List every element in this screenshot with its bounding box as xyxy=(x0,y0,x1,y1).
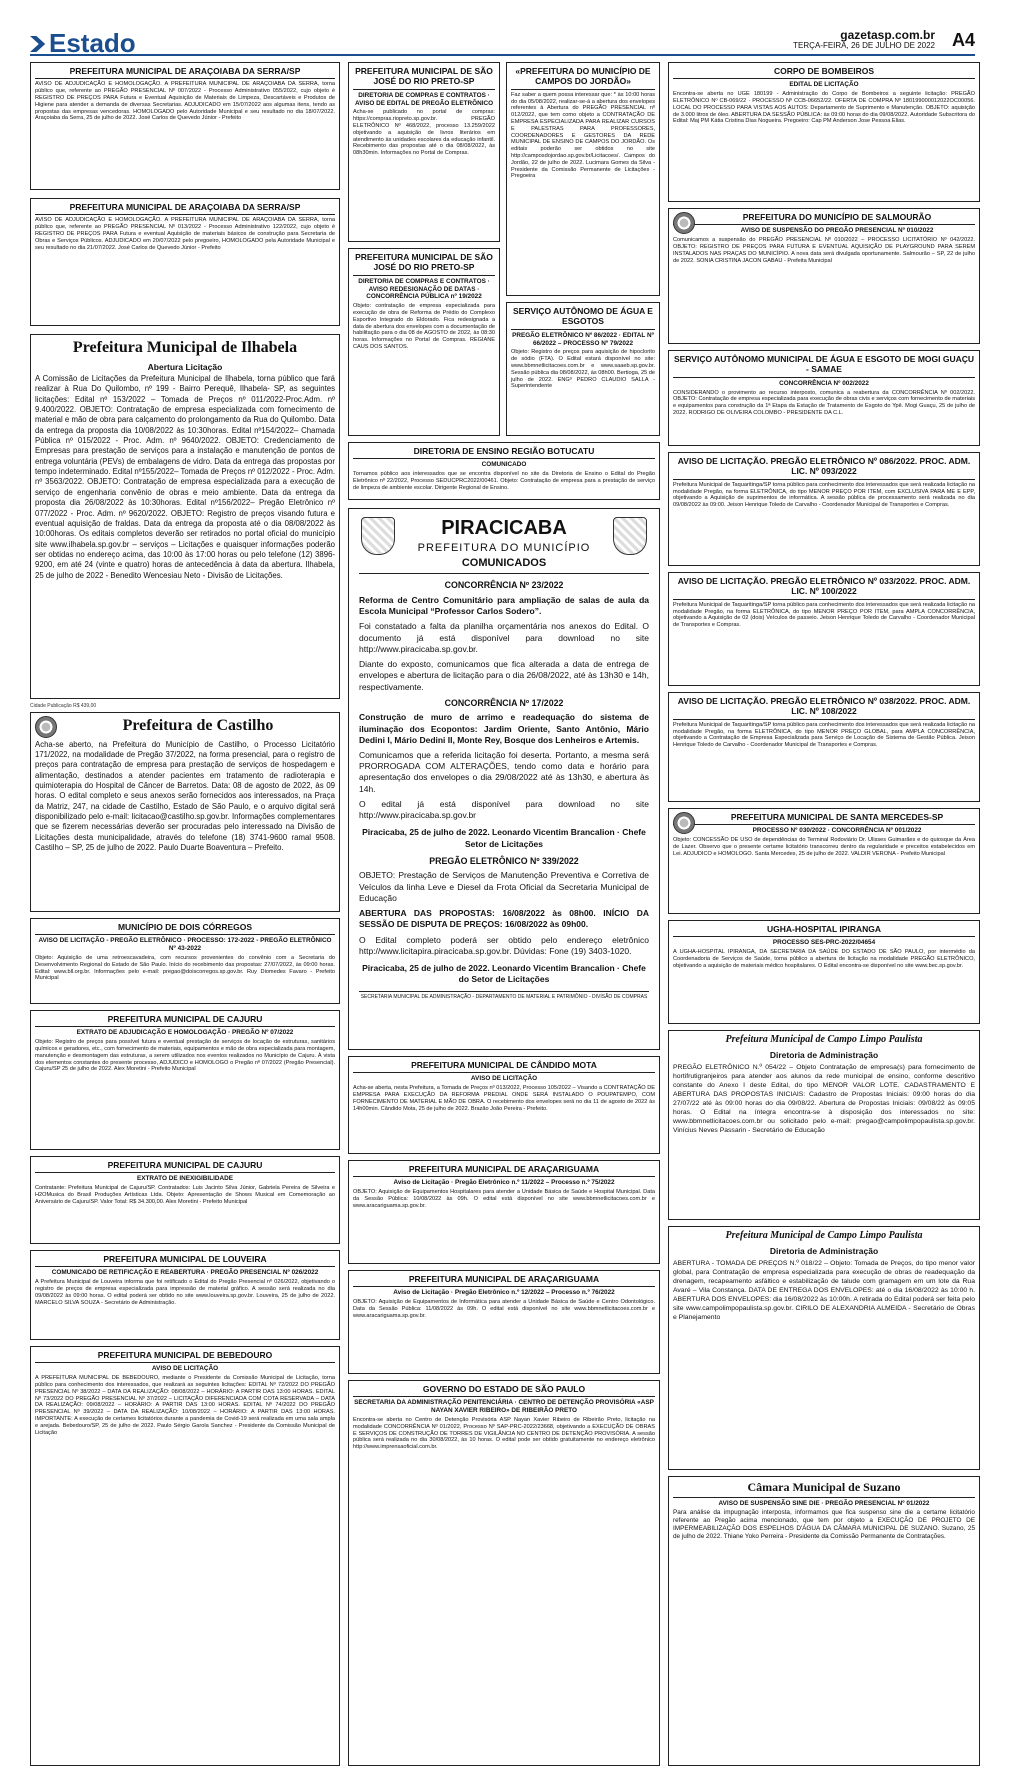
notice-body: Encontra-se aberta no Centro de Detenção Provisória ASP Nayan Xavier Ribeiro de Ribeirão Preto, licitação na modalidade CONCORRÊNCIA Nº 01/2022, Processo Nº SAP-PRC-2022/23668, objetivando a EXECUÇÃO DE OBRAS E SERVIÇOS DE CONSTRUÇÃO DE TORRES DE VIGILÂNCIA NO CENTRO DE DETENÇÃO PROVISÓRIA. A sessão pública será realizada no dia 30/08/2022, às 10 horas. O edital pode ser obtido gratuitamente no endereço eletrônico http://www.imprensaoficial.com.br. xyxy=(353,1416,655,1451)
chevron-icon xyxy=(30,36,46,52)
notice-title: PREFEITURA MUNICIPAL DE SÃO JOSÉ DO RIO PRETO-SP xyxy=(353,252,495,276)
notice-cajuru-1 xyxy=(30,1010,340,1150)
notice-title: Prefeitura Municipal de Campo Limpo Paulista xyxy=(725,1034,923,1045)
notice-salmourao xyxy=(668,208,980,344)
notice-candido-mota xyxy=(348,1056,660,1154)
notice-subtitle: Diretoria de Administração xyxy=(769,1050,879,1061)
notice-title: Prefeitura Municipal de Ilhabela xyxy=(72,339,298,356)
notice-body: Prefeitura Municipal de Taquaritinga/SP torna público para conhecimento dos interessados que será realizada licitação na modalidade Pregão, na forma ELETRÔNICA, do tipo MENOR PREÇO POR ITEM, com EXCLUSIVA PARA ME E EPP, objetivando a Aquisição de suprimentos de informática. A sessão pública de processamento será realizada no dia 09/08/2022 às 09:00. Jeison Henrique Toledo de Carvalho - Coordenador Municipal de Transportes e Compras. xyxy=(673,481,975,509)
notice-title: PREFEITURA MUNICIPAL DE BEBEDOURO xyxy=(35,1350,335,1363)
notice-body: Prefeitura Municipal de Taquaritinga/SP torna público para conhecimento dos interessados que será realizada licitação na modalidade Pregão, na forma ELETRÔNICA, do tipo MENOR PREÇO GLOBAL, para AMPLA CONCORRÊNCIA, objetivando a Contratação de Empresa Especializada para Serviço de Locação de Sistema de Gestão Pública. Jeison Henrique Toledo de Carvalho - Coordenador Municipal de Transportes e Compras. xyxy=(673,721,975,749)
notice-title: PREFEITURA MUNICIPAL DE ARAÇOIABA DA SERRA/SP xyxy=(35,202,335,215)
notice-ugha-ipiranga xyxy=(668,920,980,1024)
notice-body: Comunicamos a suspensão do PREGÃO PRESENCIAL Nº 010/2022 – PROCESSO LICITATÓRIO Nº 042/2022. OBJETO: REGISTRO DE PREÇOS PARA FUTURA E EVENTUAL AQUISIÇÃO DE PLAYGROUND PARA SEREM INSTALADOS NAS PRAÇAS DO MUNICÍPIO. A nova data será divulgada oportunamente. Salmourão – SP, 22 de julho de 2022. SONIA CRISTINA JACON GABAU - Prefeita Municipal xyxy=(673,237,975,264)
notice-aracariguama-1 xyxy=(348,1160,660,1264)
notice-title: UGHA-HOSPITAL IPIRANGA xyxy=(673,924,975,937)
notice-castilho xyxy=(30,712,340,912)
notice-body: Acha-se aberto, na Prefeitura do Município de Castilho, o Processo Licitatório 171/2022, na modalidade de Pregão 37/2022, na forma presencial, para o registro de preços para contratação de empresa para prestação de serviços de hospedagem e alimentação, destinados a atender pacientes em tratamento de radioterapia e quimioterapia do Hospital de Câncer de Barretos. Data: 08 de agosto de 2022, às 09 horas. O edital completo e seus anexos serão fornecidos aos interessados, na Praça da Matriz, 247, na cidade de Castilho, Estado de São Paulo, e o arquivo digital será disponibilizado pelo e-mail: licitacao@castilho.sp.gov.br. Informações complementares que se fizerem necessárias deverão ser procuradas pelo interessado na Divisão de Licitações desta municipalidade, através do telefone (18) 3741-9600 ramal 9508. Castilho – SP, 25 de julho de 2022. Paulo Duarte Boaventura – Prefeito. xyxy=(35,739,335,853)
notice-subtitle: AVISO DE LICITAÇÃO xyxy=(151,1365,219,1373)
notice-title: PREFEITURA MUNICIPAL DE CÂNDIDO MOTA xyxy=(353,1060,655,1073)
seal-icon xyxy=(673,212,695,234)
notice-subtitle: COMUNICADO DE RETIFICAÇÃO E REABERTURA · PREGÃO PRESENCIAL Nº 026/2022 xyxy=(51,1269,319,1277)
piracicaba-comunicados: COMUNICADOS xyxy=(359,556,649,575)
notice-body: A Comissão de Licitações da Prefeitura Municipal de Ilhabela, torna público que fará realizar à Rua Do Quilombo, nº 199 - Bairro Perequê, Ilhabela- SP, as seguintes licitações: Edital nº 153/2022 – Tomada de Preços nº 011/2022-Proc.Adm. nº 9.400/2022. OBJETO: Contratação de empresa especializada com fornecimento de material e mão de obra para calçamento do prolongamento da Rua do Quilombo. Data da entrega da proposta dia 10/08/2022 às 10:30horas. Edital nº154/2022– Chamada Pública nº 015/2022 - Proc. Adm. nº 9640/2022. OBJETO: Credenciamento de Empresas para prestação de serviços para a instalação e manutenção de pontos de entrega voluntária (PEVs) de embalagens de vidro. Data da entrega das propostas por tempo indeterminado. Edital nº155/2022– Tomada de Preços nº 012/2022 - Proc. Adm. nº 3563/2022. OBJETO: Contratação de empresa especializada para a execução de serviço de engenharia convênio de obras e meio ambiente. Data da entrega da proposta dia 26/08/2022 às 10:30horas. Edital nº156/2022– Pregão Eletrônico nº 077/2022 - Proc. Adm. nº 9620/2022. OBJETO: Registro de preços visando futura e eventual aquisição de fraldas. Data da entrega da proposta até o dia 08/08/2022 às 10:00horas. Os editais completos deverão ser retirados no portal oficial do município site www.ilhabela.sp.gov.br – serviços – Licitações e quaisquer informações poderão ser obtidas no endereço acima, das 10:00 às 17:00 horas ou pelo telefone (12) 3896-9200, em até 24 (vinte e quatro) horas de antecedência à data da abertura. Ilhabela, 25 de julho de 2022 - Benedito Wencesiau Neto - Divisão de Licitações. xyxy=(35,373,335,580)
notice-aracoiaba-2 xyxy=(30,198,340,326)
notice-title: Câmara Municipal de Suzano xyxy=(673,1480,975,1498)
notice-campo-limpo-2 xyxy=(668,1226,980,1470)
seal-icon xyxy=(35,716,57,738)
notice-body: Encontra-se aberta no UGE 180199 - Administração do Corpo de Bombeiros a seguinte licitação: PREGÃO ELETRÔNICO Nº CB-069/22 · PROCESSO Nº CCB-06652/22. OFERTA DE COMPRA Nº 180199000012022OC00056. LOCAL DO PROCESSO PARA VISTAS AOS AUTOS: Departamento de Suprimento e Manutenção. OBJETO: aquisição de 3.000 litros de óleo. ABERTURA DA SESSÃO PÚBLICA: às 09:00 horas do dia 09/08/2022. Autoridade Subscritora do Edital: Maj PM Kátia Cristina Dias Nogueira. Pregoeiro: Cap PM Anderson Jose Pessoa Elias. xyxy=(673,91,975,125)
notice-body: ABERTURA - TOMADA DE PREÇOS N.º 018/22 – Objeto: Tomada de Preços, do tipo menor valor global, para Contratação de empresa especializada para execução de obras de readequação da drenagem, recapeamento asfáltico e estabilização de talude com gramagem em um lote da Rua Avaré – Vila Constança. DATA DE ENTREGA DOS ENVELOPES: até o dia 16/08/2022 às 10:00 h. ABERTURA DOS ENVELOPES: dia 16/08/2022 às 10:00h. A retirada do Edital poderá ser feita pelo site www.campolimpopaulista.sp.gov.br. CIRILO DE ALEXANDRIA ALMEIDA - Secretário de Obras e Planejamento xyxy=(673,1259,975,1321)
notice-governo-sp xyxy=(348,1380,660,1766)
notice-subtitle: Aviso de Licitação · Pregão Eletrônico n.º 12/2022 – Processo n.º 76/2022 xyxy=(393,1289,615,1297)
piracicaba-footer: SECRETARIA MUNICIPAL DE ADMINISTRAÇÃO - DEPARTAMENTO DE MATERIAL E PATRIMÔNIO - DIVISÃO DE COMPRAS xyxy=(359,991,649,1001)
notice-title: AVISO DE LICITAÇÃO. PREGÃO ELETRÔNICO Nº 033/2022. PROC. ADM. LIC. Nº 100/2022 xyxy=(673,576,975,600)
notice-title: SERVIÇO AUTÔNOMO DE ÁGUA E ESGOTOS xyxy=(511,306,655,330)
concorrencia-17-heading: CONCORRÊNCIA Nº 17/2022 xyxy=(444,697,564,708)
notice-subtitle: EDITAL DE LICITAÇÃO xyxy=(789,81,859,89)
notice-title: GOVERNO DO ESTADO DE SÃO PAULO xyxy=(353,1384,655,1397)
notice-bebedouro xyxy=(30,1346,340,1766)
piracicaba-crest-icon xyxy=(361,517,395,555)
notice-title: AVISO DE LICITAÇÃO. PREGÃO ELETRÔNICO Nº 086/2022. PROC. ADM. LIC. Nº 093/2022 xyxy=(673,456,975,480)
classification-note: Cidade Publicação R$ 439,00 xyxy=(30,703,97,709)
notice-subtitle: AVISO DE LICITAÇÃO xyxy=(470,1075,538,1083)
pregao-339-dates: ABERTURA DAS PROPOSTAS: 16/08/2022 às 08h00. INÍCIO DA SESSÃO DE DISPUTA DE PREÇOS: 16/08/2022 às 09h00. xyxy=(359,908,649,930)
notice-subtitle: AVISO DE LICITAÇÃO - PREGÃO ELETRÔNICO · PROCESSO: 172-2022 - PREGÃO ELETRÔNICO Nº 43-2022 xyxy=(38,937,332,953)
concorrencia-17-text: O edital já está disponível para download no site http://www.piracicaba.sp.gov.br xyxy=(359,798,649,821)
notice-subtitle: AVISO DE SUSPENSÃO DO PREGÃO PRESENCIAL Nº 010/2022 xyxy=(740,227,934,235)
brand-logo: Estado xyxy=(30,28,136,59)
notice-title: PREFEITURA MUNICIPAL DE ARAÇARIGUAMA xyxy=(353,1274,655,1287)
notice-title: PREFEITURA MUNICIPAL DE CAJURU xyxy=(35,1160,335,1173)
site-url: gazetasp.com.br xyxy=(840,28,935,42)
notice-title: Prefeitura Municipal de Campo Limpo Paulista xyxy=(725,1230,923,1241)
pregao-339-object: OBJETO: Prestação de Serviços de Manutenção Preventiva e Corretiva de Veículos da linha Leve e Diesel da Frota Oficial da Secretaria Municipal de Educação xyxy=(359,870,649,903)
notice-body: Para análise da impugnação interposta, informamos que fica suspenso sine die a certame licitatório referente ao Pregão acima mencionado, que tem por objeto a EXECUÇÃO DE PROJETO DE IMPERMEABILIZAÇÃO DOS ESPELHOS D'ÁGUA DA CÂMARA MUNICIPAL DE SUZANO. Suzano, 25 de julho de 2022. Thiane Yoko Perreira - Presidente da Comissão Permanente de Contratações. xyxy=(673,1509,975,1540)
notice-body: Objeto: Registro de preços para possível futura e eventual prestação de serviços de locação de estruturas, sanitários químicos e geradores, etc., com fornecimento de materiais, equipamentos e mão de obra especializada para montagem, manutenção e desmontagem das estruturas, a serem utilizados nos eventos realizados no Município de Cajuru. À vista dos elementos constantes do presente processo, ADJUDICO e HOMOLOGO o Pregão nº 07/2022 (Pregão Presencial). Cajuru/SP 25 de julho de 2022. Alex Moretini - Prefeito Municipal xyxy=(35,1039,335,1073)
notice-dois-corregos xyxy=(30,918,340,1004)
notice-taquaritinga-1 xyxy=(668,452,980,566)
piracicaba-flag-icon xyxy=(613,517,647,555)
notice-body: AVISO DE ADJUDICAÇÃO E HOMOLOGAÇÃO. A PREFEITURA MUNICIPAL DE ARAÇOIABA DA SERRA, torna público que, referente ao PREGÃO PRESENCIAL Nº 013/2022 - Processo Administrativo 122/2022, cujo objeto é REGISTRO DE PREÇOS PARA Futura e eventual Aquisição de materiais básicos de construção para Secretaria de Obras e Serviços Públicos. ADJUDICADO em 20/07/2022 pelo pregoeiro, HOMOLOGADO pela Autoridade Municipal e seu resultado no dia 21/07/2022. José Carlos de Quevedo Júnior - Prefeito xyxy=(35,217,335,251)
signature: Piracicaba, 25 de julho de 2022. Leonardo Vicentim Brancalion · Chefe do Setor de Licitações xyxy=(362,962,646,985)
notice-piracicaba xyxy=(348,508,660,1050)
notice-subtitle: Abertura Licitação xyxy=(147,361,223,372)
pregao-339-text: O Edital completo poderá ser obtido pelo endereço eletrônico http://www.licitapira.piracicaba.sp.gov.br. Dúvidas: Fone (19) 3403-1020. xyxy=(359,934,649,956)
notice-subtitle: PROCESSO Nº 030/2022 · CONCORRÊNCIA Nº 001/2022 xyxy=(752,827,922,835)
notice-title: SERVIÇO AUTÔNOMO MUNICIPAL DE ÁGUA E ESGOTO DE MOGI GUAÇU - SAMAE xyxy=(673,354,975,378)
concorrencia-23-text: Diante do exposto, comunicamos que fica alterada a data de entrega de envelopes e abertura de licitação para o dia 26/08/2022, até às 13h30 e 14h, respectivamente. xyxy=(359,659,649,692)
seal-icon xyxy=(673,812,695,834)
notice-title: PREFEITURA MUNICIPAL DE CAJURU xyxy=(35,1014,335,1027)
notice-aracariguama-2 xyxy=(348,1270,660,1374)
notice-body: AVISO DE ADJUDICAÇÃO E HOMOLOGAÇÃO. A PREFEITURA MUNICIPAL DE ARAÇOIABA DA SERRA, torna público que, referente ao PREGÃO PRESENCIAL Nº 007/2022 - Processo Administrativo 055/2022, cujo objeto é REGISTRO DE PREÇOS PARA Futura e Eventual Aquisição de Materiais de Limpeza, Descartáveis e Produtos de Higiene para atender a demanda de diversas Secretarias. ADJUDICADO em 15/07/2022 aos algumas itens, tendo as propostas das empresas vencedoras. HOMOLOGADO pelo Autoridade Municipal e seu resultado no dia 18/07/2022. Araçoiaba da Serra, 25 de julho de 2022. José Carlos de Quevedo Júnior - Prefeito xyxy=(35,81,335,122)
concorrencia-23-text: Foi constatado a falta da planilha orçamentária nos anexos do Edital. O documento já está disponível para download no site http://www.piracicaba.sp.gov.br. xyxy=(359,621,649,654)
issue-date: TERÇA-FEIRA, 26 DE JULHO DE 2022 xyxy=(793,41,935,50)
notice-subtitle: PREGÃO ELETRÔNICO Nº 86/2022 · EDITAL Nº 66/2022 – PROCESSO Nº 79/2022 xyxy=(512,331,654,347)
concorrencia-23-heading: CONCORRÊNCIA Nº 23/2022 xyxy=(444,580,564,591)
notice-cajuru-2 xyxy=(30,1156,340,1244)
notice-subtitle: PROCESSO SES-PRC-2022/04654 xyxy=(772,939,876,947)
notice-santa-mercedes xyxy=(668,808,980,914)
notice-title: CORPO DE BOMBEIROS xyxy=(673,66,975,79)
piracicaba-subtitle: PREFEITURA DO MUNICÍPIO xyxy=(417,542,591,555)
notice-body: Acha-se aberta, nesta Prefeitura, a Tomada de Preços nº 013/2022, Processo 105/2022 – Visando a CONTRATAÇÃO DE EMPRESA PARA EXECUÇÃO DA REFORMA PREDIAL ONDE SERÁ INSTALADO O POUPATEMPO, COM FORNECIMENTO DE MATERIAL E MÃO DE OBRA. O recebimento dos envelopes será no dia 11 de agosto de 2022 às 14h00min. Cândido Mota, 25 de julho de 2022. Brazão João Pereira - Prefeito. xyxy=(353,1085,655,1112)
notice-title: PREFEITURA MUNICIPAL DE LOUVEIRA xyxy=(35,1254,335,1267)
notice-title: «PREFEITURA DO MUNICÍPIO DE CAMPOS DO JORDÃO» xyxy=(511,66,655,90)
notice-corpo-bombeiros xyxy=(668,62,980,202)
notice-subtitle: AVISO DE SUSPENSÃO SINE DIE · PREGÃO PRESENCIAL Nº 01/2022 xyxy=(718,1499,930,1507)
notice-subtitle: EXTRATO DE INEXIGIBILIDADE xyxy=(137,1175,233,1183)
concorrencia-17-text: Comunicamos que a referida licitação foi deserta. Portanto, a mesma será PRORROGADA COM ALTERAÇÕES, tendo como data e horário para apresentação dos envelopes o dia 29/08/2022 até às 13h30, e abertura às 14h. xyxy=(359,750,649,794)
notice-diretoria-botucatu xyxy=(348,442,660,500)
notice-body: PREGÃO ELETRÔNICO N.º 054/22 – Objeto Contratação de empresa(s) para fornecimento de hortifrutigranjeiros para atender aos alunos da rede municipal de ensino, conforme descritivo constante do Anexo I deste Edital, do tipo MENOR VALOR LOTE. CADASTRAMENTO E ABERTURA DAS PROPOSTAS INICIAIS: Cadastro de Propostas Iniciais: 09:00 horas do dia 27/07/22 até às 09:00 horas do dia 09/08/22. Abertura de Propostas Iniciais: 09/08/22 às 09:05 horas. O Edital na íntegra encontra-se à disposição dos interessados no site: www.bbmnetlicitacoes.com.br ou solicitado pelo e-mail: pregao@campolimpopaulista.sp.gov.br. Vinícius Neves Passarin - Secretário de Educação xyxy=(673,1063,975,1134)
notice-body: CONSIDERANDO o provimento ao recurso interposto, comunica a reabertura da CONCORRÊNCIA Nº 002/2022. OBJETO: Contratação de empresa especializada para execução de obras civis e serviços com fornecimento de materiais e equipamentos para construção da 1ª Etapa da Estação de Tratamento de Esgoto do Ypê. Mogi Guaçu, 25 de julho de 2022. RODRIGO DE OLIVEIRA COLOMBO - PRESIDENTE DA C.L. xyxy=(673,389,975,416)
notice-subtitle: EXTRATO DE ADJUDICAÇÃO E HOMOLOGAÇÃO · PREGÃO Nº 07/2022 xyxy=(76,1029,294,1037)
notice-body: Tornamos público aos interessados que se encontra disponível no site da Diretoria de Ensino o Edital do Pregão Eletrônico nº 22/2022, Processo SEDUCPRC2022/00461. Objeto: Contratação de empresa para a prestação de serviço de limpeza de ambiente escolar. Dirigente Regional de Ensino. xyxy=(353,471,655,491)
pregao-339-heading: PREGÃO ELETRÔNICO Nº 339/2022 xyxy=(429,855,579,866)
notice-subtitle: DIRETORIA DE COMPRAS E CONTRATOS · AVISO DE EDITAL DE PREGÃO ELETRÔNICO xyxy=(354,91,494,107)
notice-rio-preto-2 xyxy=(348,248,500,436)
notice-body: A Prefeitura Municipal de Louveira informa que foi retificado o Edital do Pregão Presencial nº 026/2022, objetivando o registro de preços de empresa especializada para impressão de material gráfico. A sessão será realizada no dia 09/08/2022 às 09:00 horas. O edital poderá ser obtido no site www.louveira.sp.gov.br. Louveira, 25 de julho de 2022. MARCELO SILVA SOUZA - Secretário de Administração. xyxy=(35,1279,335,1306)
concorrencia-23-object: Reforma de Centro Comunitário para ampliação de salas de aula da Escola Municipal “Professor Carlos Sodero”. xyxy=(359,595,649,617)
notice-subtitle: DIRETORIA DE COMPRAS E CONTRATOS · AVISO REDESIGNAÇÃO DE DATAS · CONCORRÊNCIA PÚBLICA nº 19/2022 xyxy=(358,277,490,301)
notice-title: PREFEITURA MUNICIPAL DE ARAÇARIGUAMA xyxy=(353,1164,655,1177)
notice-title: DIRETORIA DE ENSINO REGIÃO BOTUCATU xyxy=(353,446,655,459)
notice-title: PREFEITURA MUNICIPAL DE SANTA MERCEDES-SP xyxy=(673,812,975,825)
notice-body: Contratante: Prefeitura Municipal de Cajuru/SP. Contratados: Luis Jacinto Silva Júnior, Gabriela Pereira de Silveira e H2OMusica do Brasil Produções Artísticas Ltda. Objeto: Apresentação de Shows Musical em Comemoração ao Aniversário de Cajuru/SP. Valor Total: R$ 34.300,00. Alex Moretini - Prefeito Municipal xyxy=(35,1185,335,1205)
concorrencia-17-object: Construção de muro de arrimo e readequação do sistema de iluminação dos Ecopontos: Jardim Oriente, Santo Antônio, Mário Dedini I, Mário Dedini II, Monte Rey, Bosque dos Lenheiros e Artemis. xyxy=(359,712,649,745)
signature: Piracicaba, 25 de julho de 2022. Leonardo Vicentim Brancalion · Chefe Setor de Licitações xyxy=(362,827,646,849)
notice-rio-preto-1 xyxy=(348,62,500,242)
notice-subtitle: CONCORRÊNCIA Nº 002/2022 xyxy=(779,379,869,387)
notice-subtitle: COMUNICADO xyxy=(481,461,527,469)
notice-body: Objeto: Registro de preços para aquisição de hipoclorito de sódio (FTA). O Edital estará disponível no site: www.bbmnetlicitacoes.com.br e www.saaeb.sp.gov.br. Sessão pública dia 08/08/2022, às 08h00. Bertioga, 25 de julho de 2022. ENGº PEDRO CLAUDIO SALLA - Superintendente xyxy=(511,349,655,390)
notice-title: PREFEITURA MUNICIPAL DE SÃO JOSÉ DO RIO PRETO-SP xyxy=(353,66,495,90)
piracicaba-title: PIRACICABA xyxy=(441,517,567,539)
notice-subtitle: Diretoria de Administração xyxy=(769,1246,879,1257)
notice-aracoiaba-1 xyxy=(30,62,340,190)
masthead xyxy=(30,30,975,56)
notice-body: A PREFEITURA MUNICIPAL DE BEBEDOURO, mediante o Presidente da Comissão Municipal de Licitação, torna público para conhecimento dos interessados, que realizará as seguintes licitações: EDITAL Nº 72/2022 DO PREGÃO PRESENCIAL Nº 38/2022 – DATA DA REALIZAÇÃO: 08/08/2022 – HORÁRIO: A PARTIR DAS 13:00 HORAS. EDITAL Nº 73/2022 DO PREGÃO PRESENCIAL Nº 37/2022 – LICITAÇÃO DIFERENCIADA COM COTA RESERVADA – DATA DA REALIZAÇÃO: 09/08/2022 – HORÁRIO: A PARTIR DAS 13:00 HORAS. EDITAL Nº 74/2022 DO PREGÃO PRESENCIAL Nº 39/2022 – DATA DA REALIZAÇÃO: 10/08/2022 – HORÁRIO: A PARTIR DAS 13:00 HORAS. IMPORTANTE: A execução de certames licitatórios durante a pandemia de Covid-19 será realizada em uma sala ampla e arejada. Bebedouro/SP, 25 de julho de 2022. Paulo Sérgio Garola Sanchez - Presidente da Comissão Municipal de Licitação xyxy=(35,1375,335,1436)
notice-saae-bertioga xyxy=(506,302,660,436)
notice-body: OBJETO: Aquisição de Equipamentos Hospitalares para atender a Unidade Básica de Saúde e Hospital Municipal. Data da Sessão Pública: 10/08/2022 às 09h. O edital está disponível no site www.bbmnetlicitacoes.com.br e www.aracariguama.sp.gov.br. xyxy=(353,1189,655,1209)
notice-body: Objeto: Aquisição de uma retroescavadeira, com recursos provenientes do convênio com a Secretaria do Desenvolvimento Regional do Estado de São Paulo. Início do recebimento das propostas: 27/07/2022, às 09:00 horas. Edital: www.bll.org.br. Informações pelo e-mail: pregao@doiscorregos.sp.gov.br. Ruy Diomedes Favaro - Prefeito Municipal xyxy=(35,954,335,982)
notice-body: OBJETO: Aquisição de Equipamentos de Informática para atender a Unidade Básica de Saúde e Centro Odontológico. Data da Sessão Pública: 11/08/2022 às 09h. O edital está disponível no site www.bbmnetlicitacoes.com.br e www.aracariguama.sp.gov.br. xyxy=(353,1299,655,1319)
notice-title: PREFEITURA MUNICIPAL DE ARAÇOIABA DA SERRA/SP xyxy=(35,66,335,79)
notice-ilhabela xyxy=(30,334,340,699)
notice-samae-mogi xyxy=(668,350,980,446)
notice-title: Prefeitura de Castilho xyxy=(35,716,335,738)
notice-subtitle: SECRETARIA DA ADMINISTRAÇÃO PENITENCIÁRIA · CENTRO DE DETENÇÃO PROVISÓRIA «ASP NAYAN XAVIER RIBEIRO» DE RIBEIRÃO PRETO xyxy=(354,1399,654,1415)
notice-body: Prefeitura Municipal de Taquaritinga/SP torna público para conhecimento dos interessados que será realizada licitação na modalidade Pregão, na forma ELETRÔNICA, do tipo MENOR PREÇO POR ITEM, para AMPLA CONCORRÊNCIA, objetivando a Aquisição de 02 (dois) Veículos de passeio. Jeison Henrique Toledo de Carvalho - Coordenador Municipal de Transportes e Compras. xyxy=(673,601,975,629)
notice-body: Faz saber a quem possa interessar que: * às 10:00 horas do dia 05/08/2022, realizar-se-á a abertura dos envelopes referentes à Abertura do PREGÃO PRESENCIAL nº 012/2022, que tem como objeto a CONTRATAÇÃO DE EMPRESA ESPECIALIZADA PARA REALIZAR CURSOS E PALESTRAS PARA PROFESSORES, COORDENADORES E GESTORES DA REDE MUNICIPAL DE ENSINO DE CAMPOS DO JORDÃO. Os editais poderão ser obtidos no site http://camposdojordao.sp.gov.br/Licitacoes/. Campos do Jordão, 22 de julho de 2022. Lucimara Gomes da Silva - Presidente da Comissão Permanente de Licitações - Pregoeira xyxy=(511,91,655,180)
notice-body: Acha-se publicado no portal de compras: https://compras.riopreto.sp.gov.br. PREGÃO ELETRÔNICO Nº 468/2022, processo 13.259/2022 objetivando a aquisição de livros literários em atendimento às unidades escolares da educação infantil. Recebimento das propostas até o dia 08/08/2022, às 08h30min. Informações no Portal de Compras. xyxy=(353,109,495,157)
notice-body: Objeto: contratação de empresa especializada para execução de obra de Reforma de Prédio do Complexo Esportivo Integrado do Eldorado. Fica redesignada a data de abertura dos envelopes com a documentação de habilitação para o dia 08 de AGOSTO de 2022, às 08:30 horas. Informações no Portal de Compras. REGIANE CAUS DOS SANTOS. xyxy=(353,303,495,351)
notice-subtitle: Aviso de Licitação · Pregão Eletrônico n.º 11/2022 – Processo n.º 75/2022 xyxy=(393,1179,615,1187)
notice-louveira xyxy=(30,1250,340,1340)
page-number: A4 xyxy=(951,30,975,50)
notice-taquaritinga-2 xyxy=(668,572,980,686)
notice-camara-suzano xyxy=(668,1476,980,1766)
notice-title: MUNICÍPIO DE DOIS CÓRREGOS xyxy=(35,922,335,935)
notice-taquaritinga-3 xyxy=(668,692,980,802)
notice-title: AVISO DE LICITAÇÃO. PREGÃO ELETRÔNICO Nº 038/2022. PROC. ADM. LIC. Nº 108/2022 xyxy=(673,696,975,720)
notice-campo-limpo-1 xyxy=(668,1030,980,1220)
notice-body: A UGHA-HOSPITAL IPIRANGA, DA SECRETARIA DA SAÚDE DO ESTADO DE SÃO PAULO, por intermédio da Coordenadoria de Serviços de Saúde, torna público a abertura de licitação na modalidade PREGÃO ELETRÔNICO, objetivando a aquisição de materiais médico hospitalares. O Edital encontra-se disponível no site www.bec.sp.gov.br. xyxy=(673,949,975,969)
notice-body: Objeto: CONCESSÃO DE USO de dependências do Terminal Rodoviário Dr. Ulisses Guimarães e do quiosque da Área de Lazer. Observo que o presente certame licitatório transcorreu dentro da regularidade e preceitos estabelecidos em Lei. ADJUDICO e HOMOLOGO. Santa Mercedes, 25 de julho de 2022. VALDIR VERONA - Prefeito Municipal xyxy=(673,837,975,857)
notice-title: PREFEITURA DO MUNICÍPIO DE SALMOURÃO xyxy=(673,212,975,225)
notice-campos-jordao xyxy=(506,62,660,296)
